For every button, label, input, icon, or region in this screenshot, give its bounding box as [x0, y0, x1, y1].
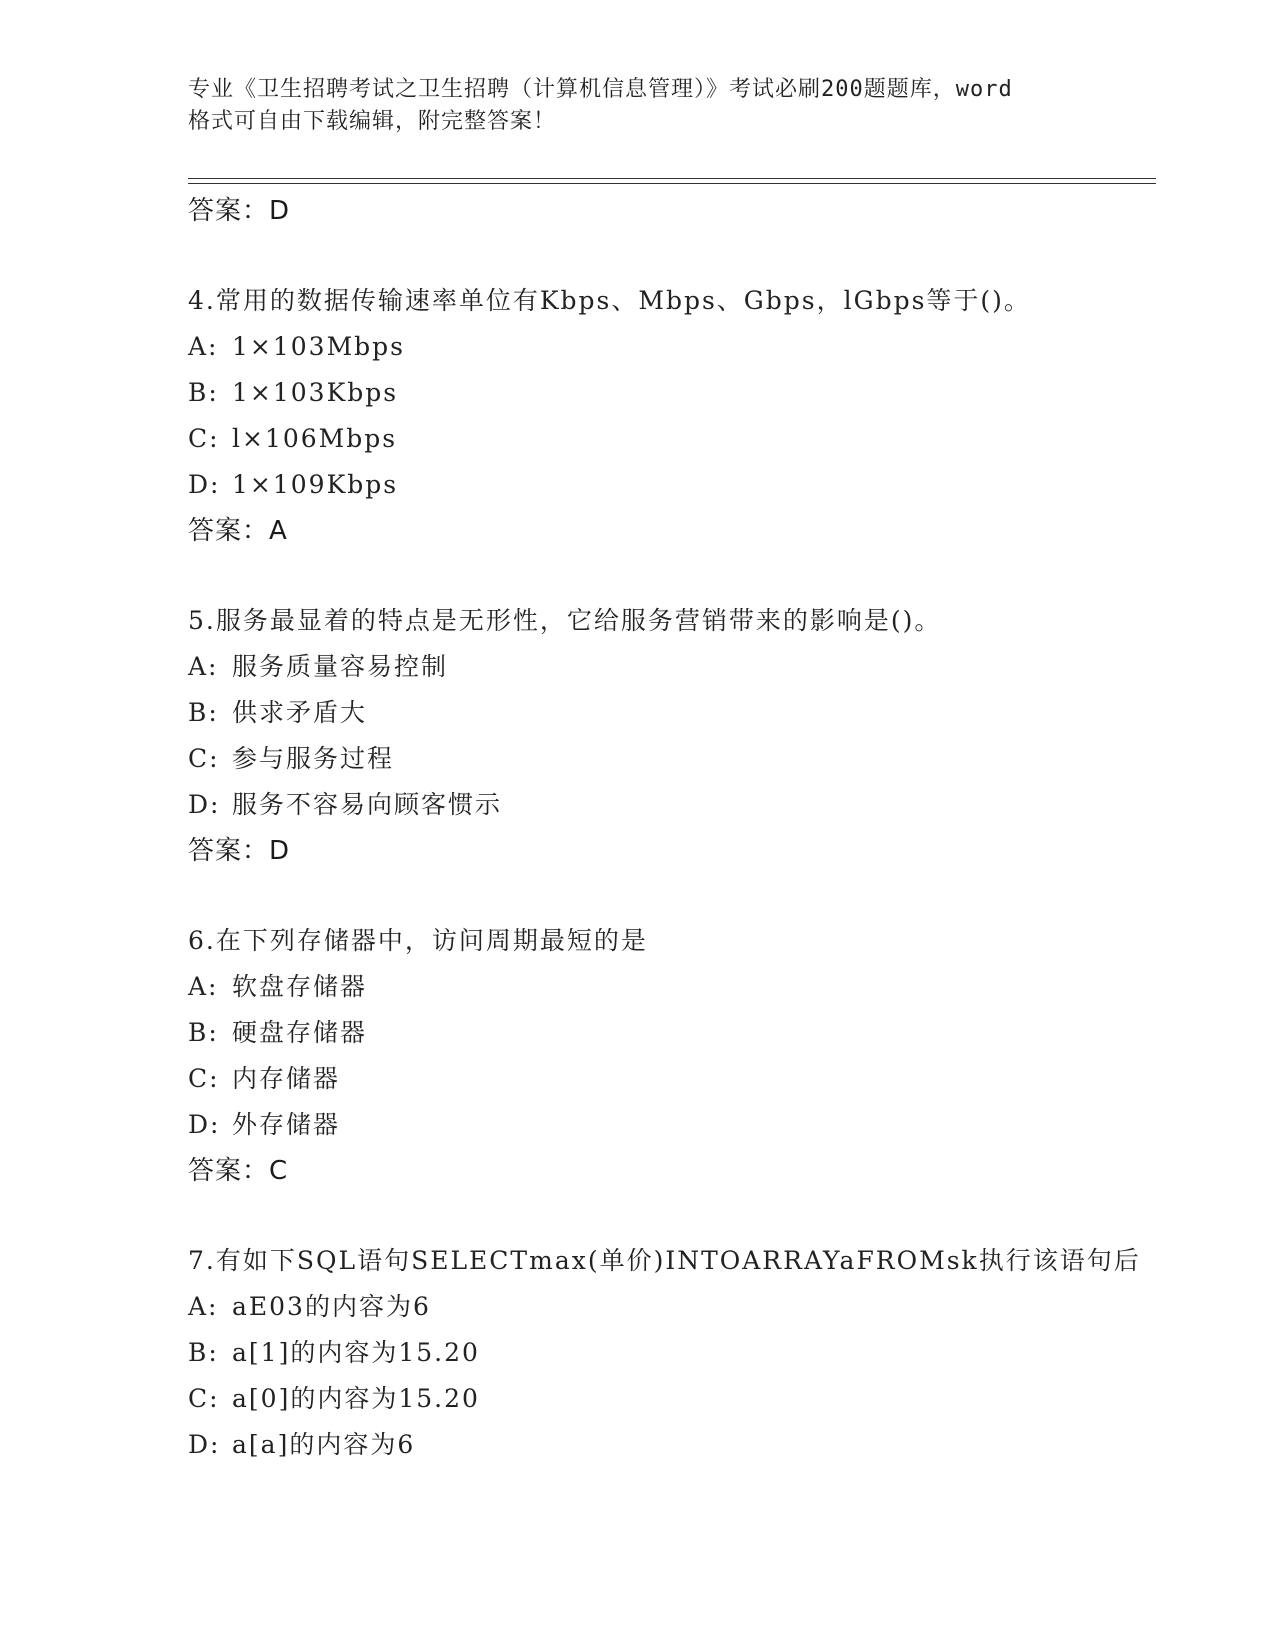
question-text: 4.常用的数据传输速率单位有Kbps、Mbps、Gbps，lGbps等于()。 [188, 286, 1031, 315]
option-b [188, 1330, 1156, 1376]
option-d [188, 782, 1156, 828]
question-4 [188, 278, 1156, 554]
option-text: 1×103Kbps [232, 378, 399, 407]
option-d [188, 1102, 1156, 1148]
option-text: 硬盘存储器 [232, 1018, 368, 1047]
question-7 [188, 1238, 1156, 1468]
option-d [188, 1422, 1156, 1468]
spacer [188, 874, 1156, 918]
option-text: 参与服务过程 [232, 744, 395, 773]
option-letter: C: [188, 744, 220, 773]
option-letter: C: [188, 424, 220, 453]
option-letter: D: [188, 470, 221, 499]
option-text: aE03的内容为6 [232, 1292, 431, 1321]
question-6 [188, 918, 1156, 1194]
header-divider-bottom [188, 183, 1156, 184]
option-text: 服务质量容易控制 [232, 652, 449, 681]
option-text: 外存储器 [232, 1110, 341, 1139]
option-a [188, 644, 1156, 690]
option-letter: A: [188, 972, 219, 1001]
option-a [188, 324, 1156, 370]
option-b [188, 690, 1156, 736]
option-d [188, 462, 1156, 508]
option-letter: A: [188, 1292, 219, 1321]
spacer [188, 1194, 1156, 1238]
option-letter: A: [188, 332, 219, 361]
header-divider-top [188, 178, 1156, 179]
option-letter: C: [188, 1384, 220, 1413]
option-a [188, 964, 1156, 1010]
option-text: 软盘存储器 [232, 972, 368, 1001]
question-text: 7.有如下SQL语句SELECTmax(单价)INTOARRAYaFROMsk执行该语句后 [188, 1246, 1141, 1275]
option-b [188, 370, 1156, 416]
header-line-2: 格式可自由下载编辑，附完整答案！ [188, 109, 557, 134]
option-letter: D: [188, 1110, 221, 1139]
option-text: 服务不容易向顾客惯示 [232, 790, 503, 819]
option-letter: B: [188, 378, 219, 407]
option-letter: A: [188, 652, 219, 681]
option-letter: D: [188, 1430, 221, 1459]
spacer [188, 554, 1156, 598]
header-line-1: 专业《卫生招聘考试之卫生招聘（计算机信息管理）》考试必刷200题题库，word [188, 77, 1013, 102]
option-letter: B: [188, 698, 219, 727]
option-text: a[a]的内容为6 [232, 1430, 416, 1459]
question-list [188, 188, 1156, 1468]
spacer [188, 234, 1156, 278]
question-text: 6.在下列存储器中，访问周期最短的是 [188, 926, 648, 955]
option-c [188, 736, 1156, 782]
answer-line: 答案：A [188, 516, 288, 546]
option-c [188, 1056, 1156, 1102]
answer-line: 答案：D [188, 836, 291, 866]
option-letter: B: [188, 1018, 219, 1047]
document-header [188, 74, 1088, 138]
option-a [188, 1284, 1156, 1330]
answer-line: 答案：D [188, 196, 291, 226]
option-letter: D: [188, 790, 221, 819]
option-text: 1×103Mbps [232, 332, 406, 361]
question-5 [188, 598, 1156, 874]
option-text: l×106Mbps [232, 424, 398, 453]
option-letter: C: [188, 1064, 220, 1093]
option-c [188, 1376, 1156, 1422]
option-text: 供求矛盾大 [232, 698, 368, 727]
option-letter: B: [188, 1338, 219, 1367]
option-text: a[1]的内容为15.20 [232, 1338, 480, 1367]
question-text: 5.服务最显着的特点是无形性，它给服务营销带来的影响是()。 [188, 606, 942, 635]
option-text: 1×109Kbps [232, 470, 399, 499]
option-text: 内存储器 [232, 1064, 341, 1093]
answer-line: 答案：C [188, 1156, 289, 1186]
option-text: a[0]的内容为15.20 [232, 1384, 480, 1413]
option-b [188, 1010, 1156, 1056]
option-c [188, 416, 1156, 462]
